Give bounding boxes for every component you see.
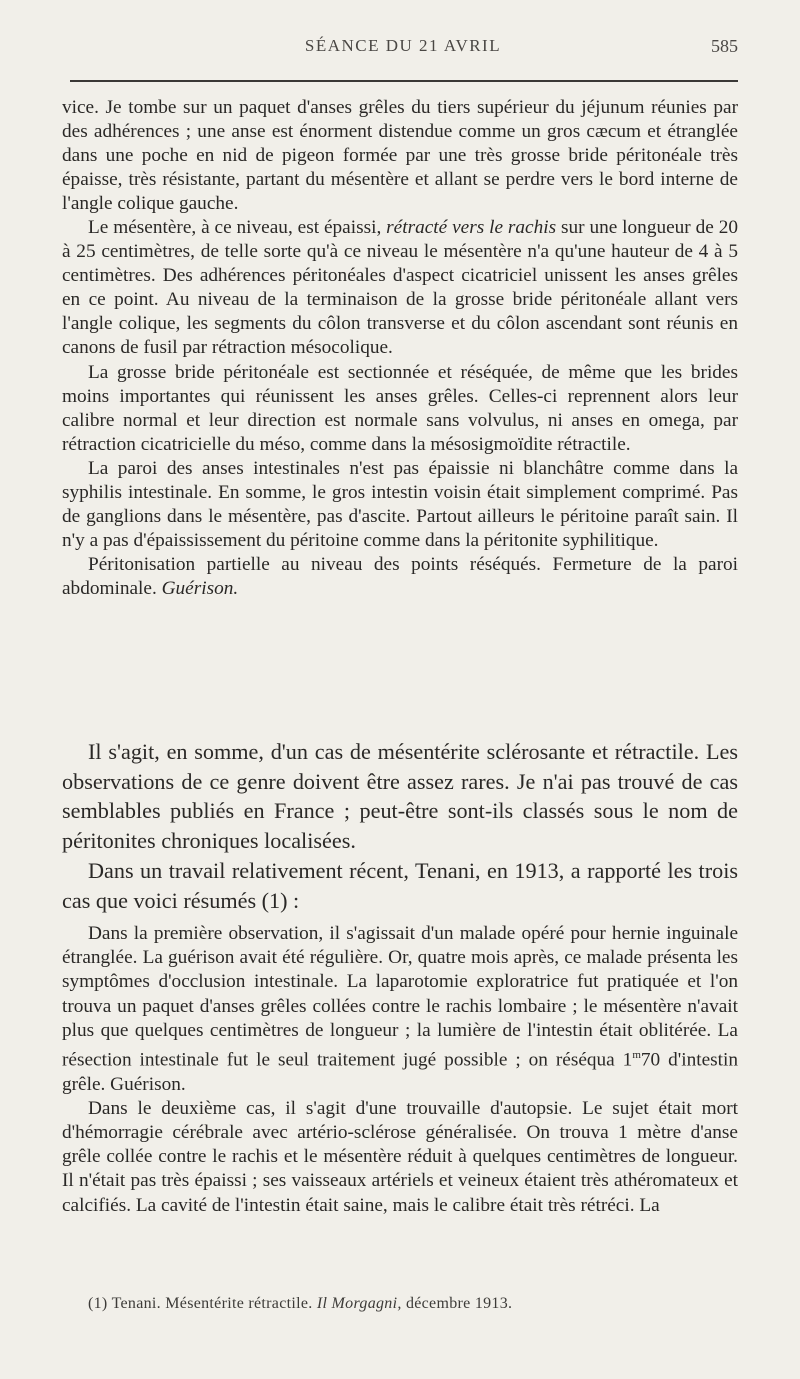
paragraph: Dans la première observation, il s'agissait d'un malade opéré pour hernie inguinale étranglée. La guérison avait été régulière. Or, quatre mois après, ce malade présenta les symptômes d'occlusion intestinale. La laparotomie exploratrice fut pratiquée et l'on trouva un paquet d'anses grêles collées contre le rachis lombaire ; le mésentère n'avait plus que quelques centimètres de longueur ; la lumière de l'intestin était oblitérée. La résection intestinale fut le seul traitement jugé possible ; on réséqua 1$^m$70 d'intestin grêle. Guérison. <box>62 923 738 1095</box>
paragraph: La paroi des anses intestinales n'est pas épaissie ni blanchâtre comme dans la syphilis intestinale. En somme, le gros intestin voisin était simplement comprimé. Pas de ganglions dans le mésentère, pas d'ascite. Partout ailleurs le péritoine paraît sain. Il n'y a pas d'épaississement du péritoine comme dans la péritonite syphilitique. <box>62 457 738 551</box>
commentary-text <box>62 737 738 915</box>
observation-text <box>62 96 738 601</box>
paragraph: Dans un travail relativement récent, Tenani, en 1913, a rapporté les trois cas que voici résumés (1) : <box>62 857 738 913</box>
page-number: 585 <box>711 36 738 56</box>
footnote-marker: (1) <box>88 1295 108 1312</box>
paragraph: Dans le deuxième cas, il s'agit d'une trouvaille d'autopsie. Le sujet était mort d'hémorragie cérébrale avec artério-sclérose généralisée. On trouva 1 mètre d'anse grêle collée contre le rachis et le mésentère réduit à quelques centimètres de longueur. Il n'était pas très épaissi ; ses vaisseaux artériels et veineux étaient très athéromateux et calcifiés. La cavité de l'intestin était saine, mais le calibre était très rétréci. La <box>62 1097 738 1216</box>
case-summaries <box>62 922 738 1218</box>
running-head-title: SÉANCE DU 21 AVRIL <box>304 36 502 55</box>
paragraph: vice. Je tombe sur un paquet d'anses grêles du tiers supérieur du jéjunum réunies par des adhérences ; une anse est énorment distendue comme un gros cæcum et étranglée dans une poche en nid de pigeon formée par une très grosse bride péritonéale très épaisse, très résistante, partant du mésentère et allant se perdre vers le bord interne de l'angle colique gauche. <box>62 97 738 215</box>
header-rule <box>70 80 738 82</box>
paragraph: Le mésentère, à ce niveau, est épaissi, rétracté vers le rachis sur une longueur de 20 à 25 centimètres, de telle sorte qu'à ce niveau le mésentère n'a qu'une hauteur de 4 à 5 centimètres. Des adhérences péritonéales d'aspect cicatriciel unissent les anses grêles en ce point. Au niveau de la terminaison de la grosse bride péritonéale allant vers l'angle colique, les segments du côlon transverse et du côlon ascendant sont réunis en canons de fusil par rétraction mésocolique. <box>62 217 738 359</box>
paragraph: Péritonisation partielle au niveau des points réséqués. Fermeture de la paroi abdominale. Guérison. <box>62 553 738 599</box>
running-head <box>68 36 738 64</box>
footnote: (1) Tenani. Mésentérite rétractile. Il Morgagni, décembre 1913. <box>88 1295 513 1312</box>
paragraph: Il s'agit, en somme, d'un cas de mésentérite sclérosante et rétractile. Les observations de ce genre doivent être assez rares. Je n'ai pas trouvé de cas semblables publiés en France ; peut-être sont-ils classés sous le nom de péritonites chroniques localisées. <box>62 739 738 854</box>
paragraph: La grosse bride péritonéale est sectionnée et réséquée, de même que les brides moins importantes qui réunissent les anses grêles. Celles-ci reprennent alors leur calibre normal et leur direction est normale sans volvulus, ni anses en omega, par rétraction cicatricielle du méso, comme dans la mésosigmoïdite rétractile. <box>62 361 738 455</box>
